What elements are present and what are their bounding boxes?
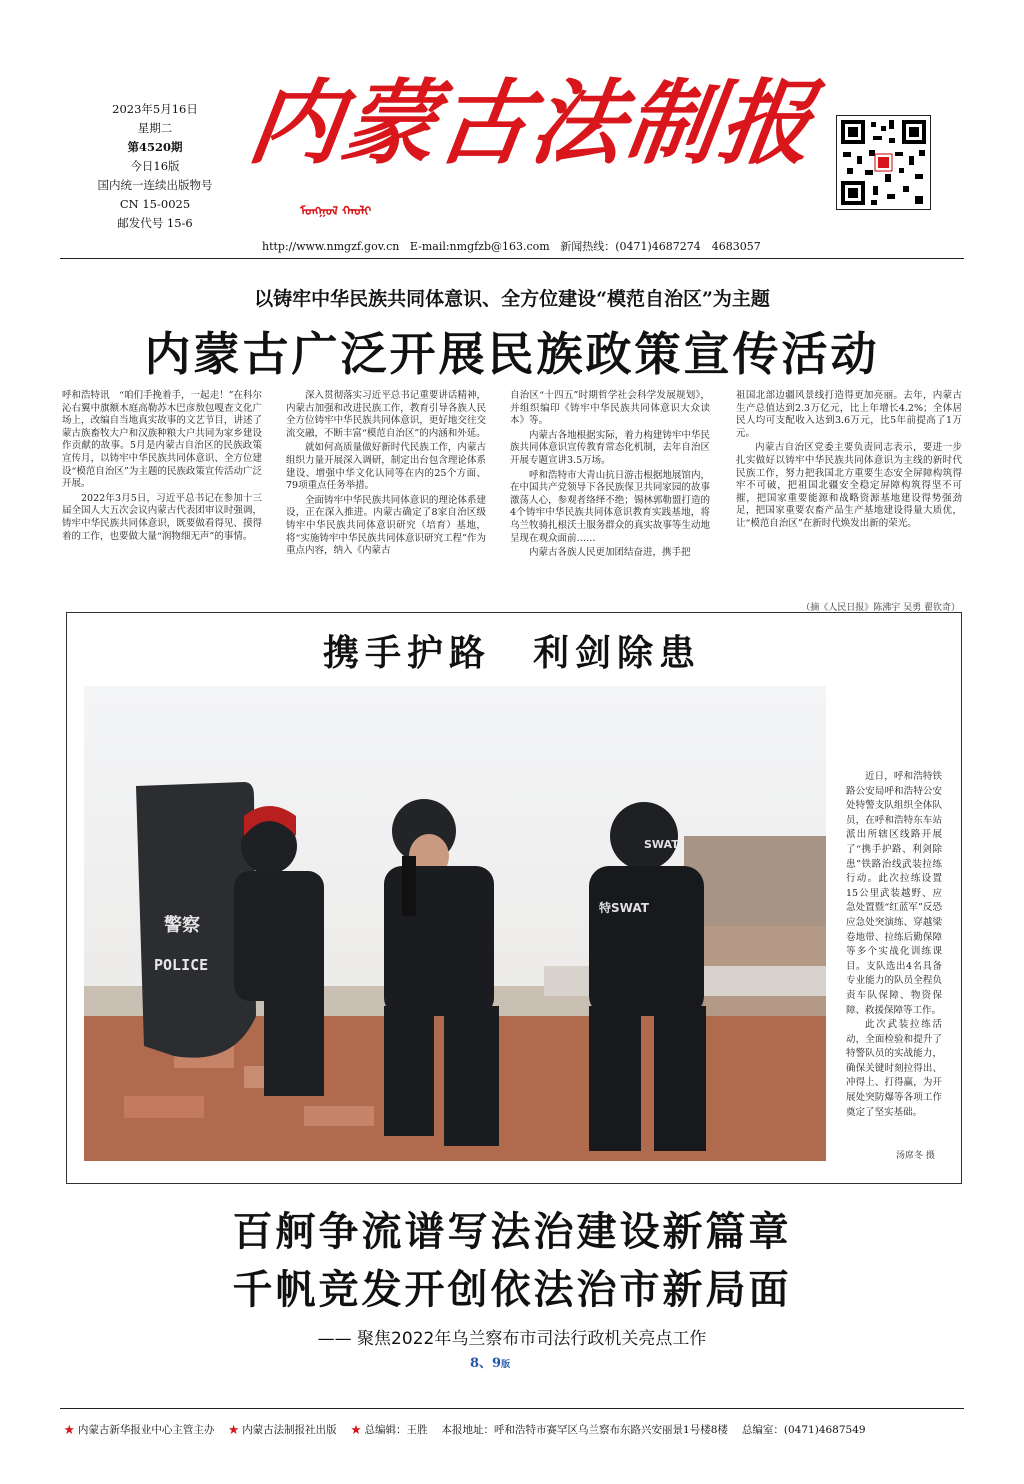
qr-code-icon <box>836 115 931 210</box>
footer-item-text: 总编辑：王胜 <box>364 1424 428 1436</box>
article-column-1 <box>62 390 262 545</box>
footer-rule <box>60 1408 964 1409</box>
footer-item <box>351 1422 428 1437</box>
photo-story-title: 携手护路 利剑除患 <box>322 632 701 674</box>
footer-address: 本报地址：呼和浩特市赛罕区乌兰察布东路兴安丽景1号楼8楼 <box>441 1424 728 1436</box>
caption-paragraph: 近日，呼和浩特铁路公安局呼和浩特公安处特警支队组织全体队员，在呼和浩特东车站派出所辖区线路开展了“携手护路、利剑除患”铁路治线武装拉练行动。此次拉练设置15公里武装越野、应急处置暨“红蓝军”反恐应急处突演练、穿越梁卷地带、拉练后勤保障等多个实战化训练课目。支队选出4名具备专业能力的队员全程负责车队保障、物资保障、救援保障等工作。 <box>846 771 942 1016</box>
cn-number: CN 15-0025 <box>119 197 191 211</box>
website-link[interactable]: http://www.nmgzf.gov.cn <box>262 240 400 253</box>
article-column-2 <box>286 390 486 560</box>
vest-label-2: 特SWAT <box>599 901 649 915</box>
star-icon: ★ <box>350 1424 362 1436</box>
star-icon: ★ <box>64 1424 75 1436</box>
paragraph: 呼和浩特讯 “咱们手挽着手，一起走！”在科尔沁右翼中旗额木庭高勒苏木巴彦敖包嘎查文化广场上，改编自当地真实故事的文艺节目，讲述了蒙古族畜牧大户和汉族种粮大户共同为家乡建设作贡献的故事。5月是内蒙古自治区的民族政策宣传月，以铸牢中华民族共同体意识、全方位建设“模范自治区”为主题的民族政策宣传活动广泛开展。 <box>62 390 262 490</box>
photo-credit: 汤席冬 摄 <box>896 1151 935 1161</box>
footer-item <box>228 1422 336 1437</box>
paragraph: 2022年3月5日，习近平总书记在参加十三届全国人大五次会议内蒙古代表团审议时强调，铸牢中华民族共同体意识，既要做看得见、摸得着的工作，也要做大量“润物细无声”的事情。 <box>62 492 262 542</box>
serial-label: 国内统一连续出版物号 <box>97 178 213 192</box>
issue-meta <box>60 100 250 233</box>
hotline-number: (0471)4687274 4683057 <box>615 240 761 253</box>
footer-item-text: 内蒙古新华报业中心主管主办 <box>77 1424 215 1436</box>
contact-line <box>262 238 761 254</box>
issue-date: 2023年5月16日 <box>112 102 198 116</box>
feature-headline-2: 千帆竞发开创依法治市新局面 <box>232 1266 792 1313</box>
shield-label-cn: 警察 <box>164 915 200 936</box>
paragraph: 呼和浩特市大青山抗日游击根据地展馆内，在中国共产党领导下各民族保卫共同家园的故事激荡人心，参观者络绎不绝；锡林郭勒盟打造的4个铸牢中华民族共同体意识教育实践基地，将乌兰牧骑扎根沃土服务群众的真实故事等生动地呈现在观众面前…… <box>510 469 710 544</box>
article-column-4 <box>736 390 962 533</box>
masthead-logo: 内蒙古法制报 <box>242 69 822 177</box>
paragraph: 全面铸牢中华民族共同体意识的理论体系建设，正在深入推进。内蒙古确定了8家自治区级铸牢中华民族共同体意识研究（培育）基地，将“实施铸牢中华民族共同体意识研究工程”作为重点内容，纳入《内蒙古 <box>286 494 486 557</box>
vest-label-1: SWAT <box>644 838 679 851</box>
lead-byline: （摘《人民日报》陈沸宇 吴勇 翟钦奇） <box>801 603 960 613</box>
footer <box>64 1422 964 1437</box>
mongolian-title: ᠮᠣᠩᠭᠣᠯ ᠬᠠᠤᠯᠢ <box>300 204 372 218</box>
page-ref-suffix: 版 <box>501 1360 511 1370</box>
postal-code: 邮发代号 15-6 <box>117 216 193 230</box>
caption-paragraph: 此次武装拉练活动，全面检验和提升了特警队员的实战能力，确保关键时刻拉得出、冲得上、打得赢，为开展处突防爆等各项工作奠定了坚实基础。 <box>846 1019 942 1118</box>
paragraph: 内蒙古各族人民更加团结奋进，携手把 <box>529 547 691 559</box>
issue-pages: 今日16版 <box>130 159 180 173</box>
email-link[interactable]: E-mail:nmgfzb@163.com <box>409 240 550 253</box>
hotline-label: 新闻热线： <box>560 240 616 253</box>
feature-headline-1: 百舸争流谱写法治建设新篇章 <box>232 1208 792 1255</box>
paragraph: 深入贯彻落实习近平总书记重要讲话精神，内蒙古加强和改进民族工作，教育引导各族人民全方位铸牢中华民族共同体意识，更好地交往交流交融，不断丰富“模范自治区”的内涵和外延。 <box>286 390 486 439</box>
paragraph: 内蒙古各地根据实际，着力构建铸牢中华民族共同体意识宣传教育常态化机制，去年自治区开展专题宣讲3.5万场。 <box>510 429 710 466</box>
issue-weekday: 星期二 <box>137 121 173 135</box>
swat-training-photo <box>84 686 826 1161</box>
footer-item <box>64 1422 214 1437</box>
lead-headline: 内蒙古广泛开展民族政策宣传活动 <box>144 327 880 381</box>
paragraph: 内蒙古自治区党委主要负责同志表示，要进一步扎实做好以铸牢中华民族共同体意识为主线的新时代民族工作，努力把我国北方重要生态安全屏障构筑得牢不可破，把祖国北疆安全稳定屏障构筑得坚不可摧，把国家重要能源和战略资源基地建设得势强劲足，把国家重要农畜产品生产基地建设得量大质优，让“模范自治区”在新时代焕发出新的荣光。 <box>736 442 962 529</box>
feature-page-ref[interactable] <box>470 1352 510 1371</box>
footer-item-text: 内蒙古法制报社出版 <box>242 1424 337 1436</box>
paragraph: 祖国北部边疆风景线打造得更加亮丽。去年，内蒙古生产总值达到2.3万亿元，比上年增长4.2%；全体居民人均可支配收入达到3.6万元，比5年前提高了1万元。 <box>736 390 962 439</box>
page-ref-number: 8、9 <box>470 1356 502 1371</box>
photo-caption <box>846 770 942 1120</box>
article-column-3 <box>510 390 710 562</box>
lead-kicker: 以铸牢中华民族共同体意识、全方位建设“模范自治区”为主题 <box>254 288 770 310</box>
shield-label-en: POLICE <box>154 956 209 974</box>
issue-number: 第4520期 <box>127 140 183 154</box>
star-icon: ★ <box>228 1424 239 1436</box>
paragraph: 自治区“十四五”时期哲学社会科学发展规划》，并组织编印《铸牢中华民族共同体意识大众读本》等。 <box>510 390 710 427</box>
paragraph: 就如何高质量做好新时代民族工作，内蒙古组织力量开展深入调研，制定出台包含理论体系建设、增强中华文化认同等在内的25个方面、79项重点任务举措。 <box>286 442 486 492</box>
footer-editor-office: 总编室：(0471)4687549 <box>741 1424 866 1436</box>
masthead-rule <box>60 258 964 259</box>
feature-subtitle: —— 聚焦2022年乌兰察布市司法行政机关亮点工作 <box>317 1329 707 1349</box>
